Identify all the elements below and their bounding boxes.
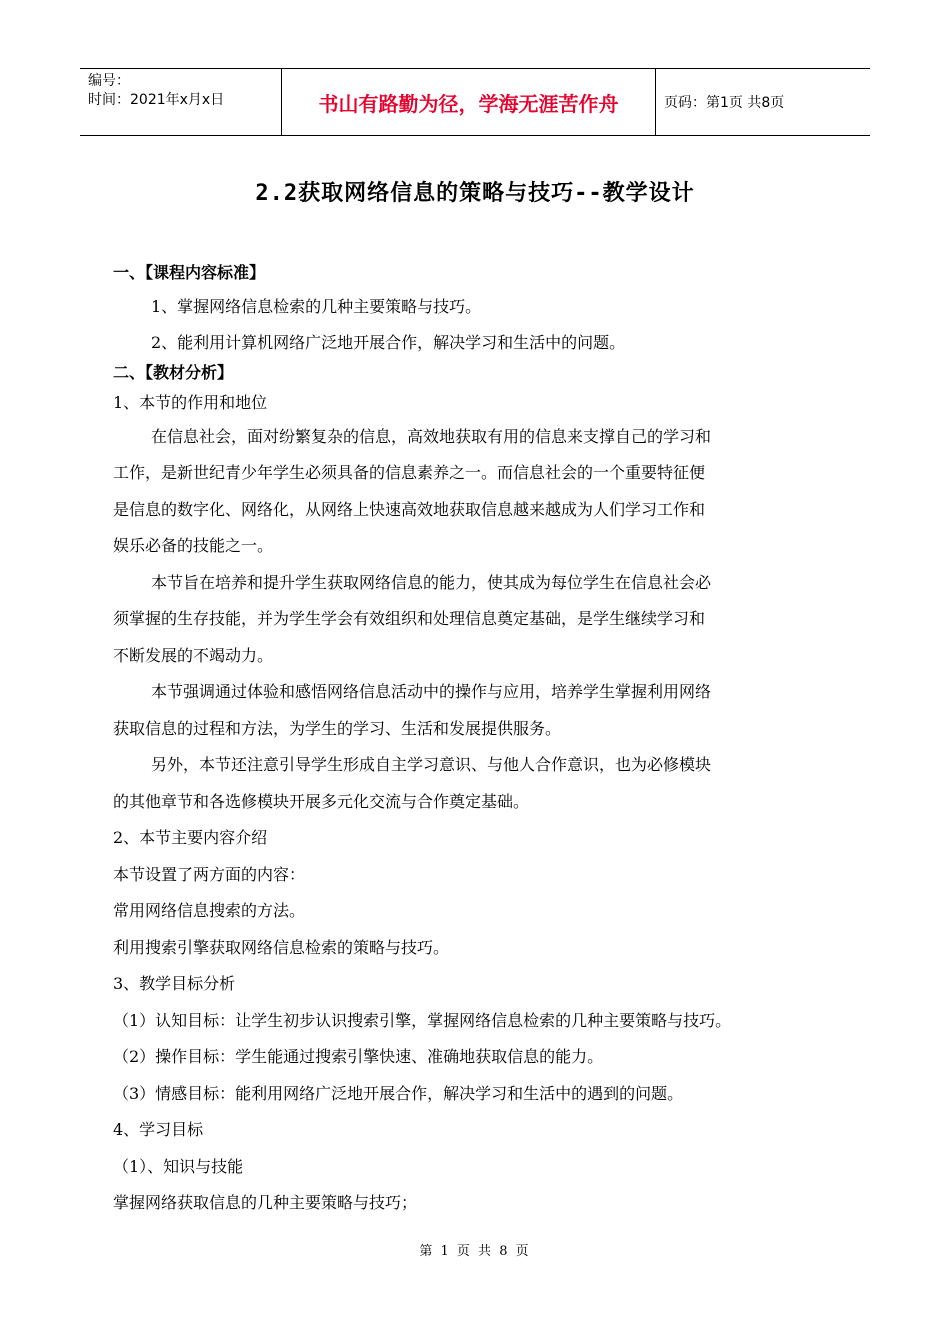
subsection-heading: 3、教学目标分析 xyxy=(113,974,236,993)
paragraph-line: 是信息的数字化、网络化，从网络上快速高效地获取信息越来越成为人们学习工作和 xyxy=(113,499,706,519)
section-heading: 一、【课程内容标准】 xyxy=(113,263,266,282)
paragraph-line: 娱乐必备的技能之一。 xyxy=(113,536,274,555)
section-heading: 二、【教材分析】 xyxy=(113,362,234,382)
objective-line: （1）、知识与技能 xyxy=(113,1156,244,1176)
subsection-heading: 1、本节的作用和地位 xyxy=(113,392,268,412)
subsection-heading: 4、学习目标 xyxy=(113,1120,204,1139)
paragraph-line: 本节旨在培养和提升学生获取网络信息的能力，使其成为每位学生在信息社会必 xyxy=(151,572,712,592)
paragraph-line: 掌握网络获取信息的几种主要策略与技巧； xyxy=(113,1193,418,1212)
header-left-cell xyxy=(80,69,281,135)
document-date-label: 时间：2021年x月x日 xyxy=(88,92,225,108)
header-table xyxy=(80,68,870,136)
header-page-label: 页码：第1页 共8页 xyxy=(664,95,785,111)
subsection-heading: 2、本节主要内容介绍 xyxy=(113,828,268,847)
document-title: 2.2获取网络信息的策略与技巧--教学设计 xyxy=(255,181,695,206)
objective-line: （1）认知目标：让学生初步认识搜索引擎，掌握网络信息检索的几种主要策略与技巧。 xyxy=(113,1010,732,1030)
paragraph-line: 本节设置了两方面的内容： xyxy=(113,864,306,884)
paragraph-line: 在信息社会，面对纷繁复杂的信息，高效地获取有用的信息来支撑自己的学习和 xyxy=(151,426,712,446)
paragraph-line: 不断发展的不竭动力。 xyxy=(113,645,274,665)
paragraph-line: 须掌握的生存技能，并为学生学会有效组织和处理信息奠定基础，是学生继续学习和 xyxy=(113,609,706,628)
page-footer: 第 1 页 共 8 页 xyxy=(419,1244,531,1259)
paragraph-line: 1、掌握网络信息检索的几种主要策略与技巧。 xyxy=(151,297,482,316)
paragraph-line: 工作，是新世纪青少年学生必须具备的信息素养之一。而信息社会的一个重要特征便 xyxy=(113,463,706,482)
paragraph-line: 利用搜索引擎获取网络信息检索的策略与技巧。 xyxy=(113,937,450,957)
document-number-label: 编号： xyxy=(88,73,130,89)
paragraph-line: 常用网络信息搜索的方法。 xyxy=(113,901,306,920)
paragraph-line: 另外，本节还注意引导学生形成自主学习意识、与他人合作意识，也为必修模块 xyxy=(151,755,712,774)
objective-line: （2）操作目标：学生能通过搜索引擎快速、准确地获取信息的能力。 xyxy=(113,1047,604,1066)
paragraph-line: 2、能利用计算机网络广泛地开展合作，解决学习和生活中的问题。 xyxy=(151,332,626,352)
paragraph-line: 的其他章节和各选修模块开展多元化交流与合作奠定基础。 xyxy=(113,791,530,811)
header-motto: 书山有路勤为径，学海无涯苦作舟 xyxy=(281,69,656,135)
document-body xyxy=(113,256,843,1222)
paragraph-line: 本节强调通过体验和感悟网络信息活动中的操作与应用，培养学生掌握利用网络 xyxy=(151,682,712,701)
objective-line: （3）情感目标：能利用网络广泛地开展合作，解决学习和生活中的遇到的问题。 xyxy=(113,1083,684,1103)
paragraph-line: 获取信息的过程和方法，为学生的学习、生活和发展提供服务。 xyxy=(113,718,562,738)
